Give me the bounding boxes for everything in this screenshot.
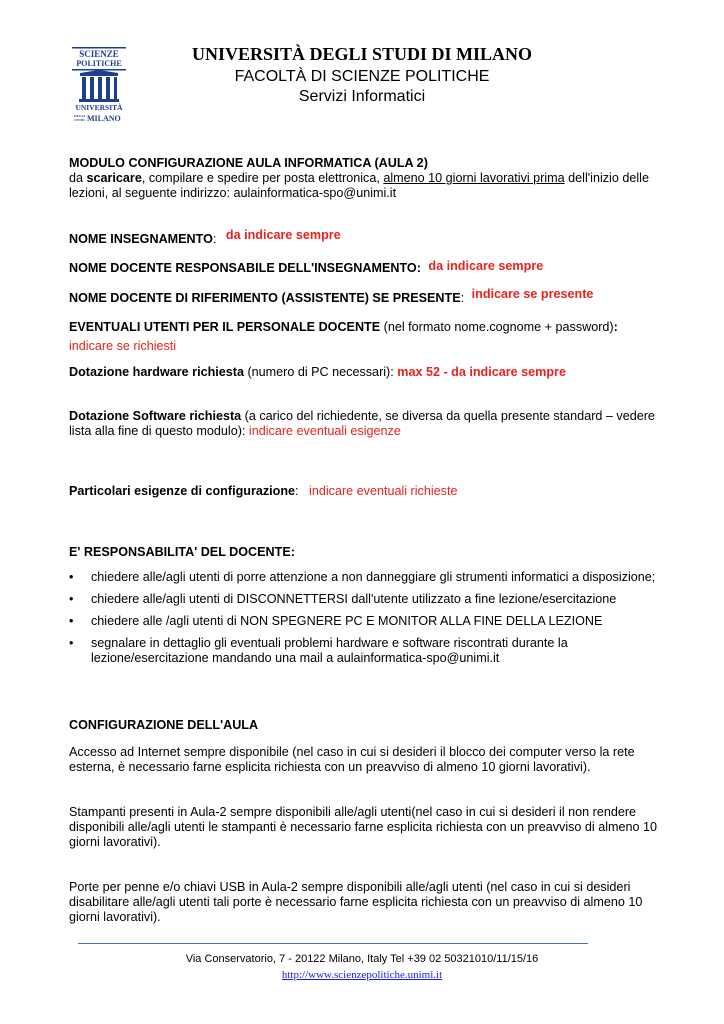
intro-text-3: , compilare e spedire per posta elettronica, (141, 171, 384, 185)
field-docente (69, 261, 659, 276)
list-item (69, 614, 659, 629)
intro-deadline: almeno 10 giorni lavorativi prima (383, 171, 565, 185)
field-nome-insegnamento (69, 228, 659, 247)
faculty-title: FACOLTÀ DI SCIENZE POLITICHE (234, 68, 490, 85)
intro-text-download: scaricare (86, 171, 142, 185)
configurazione-usb: Porte per penne e/o chiavi USB in Aula-2 sempre disponibili alle/agli utenti (nel caso in cui si desideri disabilitare alle/agli utenti tali porte è necessario farne esplicita richiesta con un preavviso di almeno 10 giorni lavorativi). (69, 880, 643, 924)
footer-address: Via Conservatorio, 7 - 20122 Milano, Italy Tel +39 02 50321010/11/15/16 (185, 953, 539, 965)
configurazione-value[interactable]: indicare eventuali richieste (309, 484, 458, 498)
bullet-icon: • (69, 636, 74, 650)
utenti-value[interactable]: indicare se richiesti (69, 339, 177, 353)
field-utenti (69, 320, 659, 335)
bullet-icon: • (69, 570, 74, 584)
field-assistente (69, 287, 659, 306)
configurazione-label: Particolari esigenze di configurazione (69, 484, 296, 498)
list-item (69, 636, 659, 666)
responsabilita-item-text: segnalare in dettaglio gli eventuali problemi hardware e software riscontrati durante la lezione/esercitazione mandando una mail a aulainformatica-spo@unimi.it (91, 636, 568, 665)
configurazione-stampanti: Stampanti presenti in Aula-2 sempre disponibili alle/agli utenti(nel caso in cui si desideri il non rendere disponibili alle/agli utenti le stampanti è necessario farne esplicita richiesta con un preavviso di almeno 10 giorni lavorativi). (69, 805, 658, 849)
responsabilita-item-text: chiedere alle/agli utenti di DISCONNETTERSI dall'utente utilizzato a fine lezione/esercitazione (91, 592, 617, 606)
bullet-icon: • (69, 592, 74, 606)
form-title: MODULO CONFIGURAZIONE AULA INFORMATICA (AULA 2) (69, 156, 428, 170)
nome-insegnamento-value[interactable]: da indicare sempre (225, 228, 341, 242)
field-hardware (69, 365, 659, 380)
service-title: Servizi Informatici (298, 88, 426, 105)
intro-text-1: da (69, 171, 87, 185)
assistente-colon: : (460, 291, 465, 305)
configurazione-internet: Accesso ad Internet sempre disponibile (nel caso in cui si desideri il blocco dei computer verso la rete esterna, è necessario farne esplicita richiesta con un preavviso di almeno 10 giorni lavorativi). (69, 745, 635, 774)
list-item (69, 570, 659, 585)
logo-text-4c: MILANO (87, 114, 121, 123)
hardware-label: Dotazione hardware richiesta (69, 365, 244, 379)
logo-text-3: UNIVERSITÀ (75, 103, 123, 112)
configurazione-title: CONFIGURAZIONE DELL'AULA (69, 718, 259, 732)
field-software (69, 409, 659, 439)
logo-text-4a: DEGLI (74, 114, 86, 118)
footer-url-link[interactable]: http://www.scienzepolitiche.unimi.it (281, 969, 443, 981)
logo-text-4b: STUDI (74, 118, 85, 122)
docente-label: NOME DOCENTE RESPONSABILE DELL'INSEGNAMENTO: (69, 261, 421, 275)
configurazione-colon: : (295, 484, 310, 498)
logo-text-2: POLITICHE (76, 59, 122, 68)
assistente-value[interactable]: indicare se presente (471, 287, 594, 301)
utenti-colon: : (613, 320, 618, 334)
assistente-label: NOME DOCENTE DI RIFERIMENTO (ASSISTENTE) SE PRESENTE (69, 291, 461, 305)
docente-value[interactable]: da indicare sempre (428, 259, 544, 273)
hardware-note: (numero di PC necessari): (243, 365, 398, 379)
intro-paragraph (69, 171, 659, 201)
nome-insegnamento-label: NOME INSEGNAMENTO (69, 232, 213, 246)
responsabilita-item-text: chiedere alle/agli utenti di porre attenzione a non danneggiare gli strumenti informatici a disposizione; (91, 570, 656, 584)
responsabilita-title: E' RESPONSABILITA' DEL DOCENTE: (69, 545, 295, 559)
software-label: Dotazione Software richiesta (69, 409, 242, 423)
university-title: UNIVERSITÀ DEGLI STUDI DI MILANO (191, 44, 533, 64)
intro-text-5: dell'inizio delle lezioni, al seguente indirizzo: aulainformatica-spo@unimi.it (69, 171, 649, 200)
logo-text-1: SCIENZE (79, 49, 119, 59)
list-item (69, 592, 659, 607)
responsabilita-list (69, 570, 659, 666)
nome-insegnamento-colon: : (212, 232, 217, 246)
field-configurazione (69, 484, 659, 499)
responsabilita-item-text: chiedere alle /agli utenti di NON SPEGNERE PC E MONITOR ALLA FINE DELLA LEZIONE (91, 614, 603, 628)
footer-divider (78, 943, 588, 944)
hardware-value[interactable]: max 52 - da indicare sempre (397, 365, 566, 379)
software-value[interactable]: indicare eventuali esigenze (248, 424, 401, 438)
software-note: (a carico del richiedente, se diversa da quella presente standard – vedere lista alla fine di questo modulo): (69, 409, 655, 438)
bullet-icon: • (69, 614, 74, 628)
utenti-note: (nel formato nome.cognome + password) (380, 320, 614, 334)
utenti-label: EVENTUALI UTENTI PER IL PERSONALE DOCENTE (69, 320, 381, 334)
faculty-logo (70, 46, 128, 126)
